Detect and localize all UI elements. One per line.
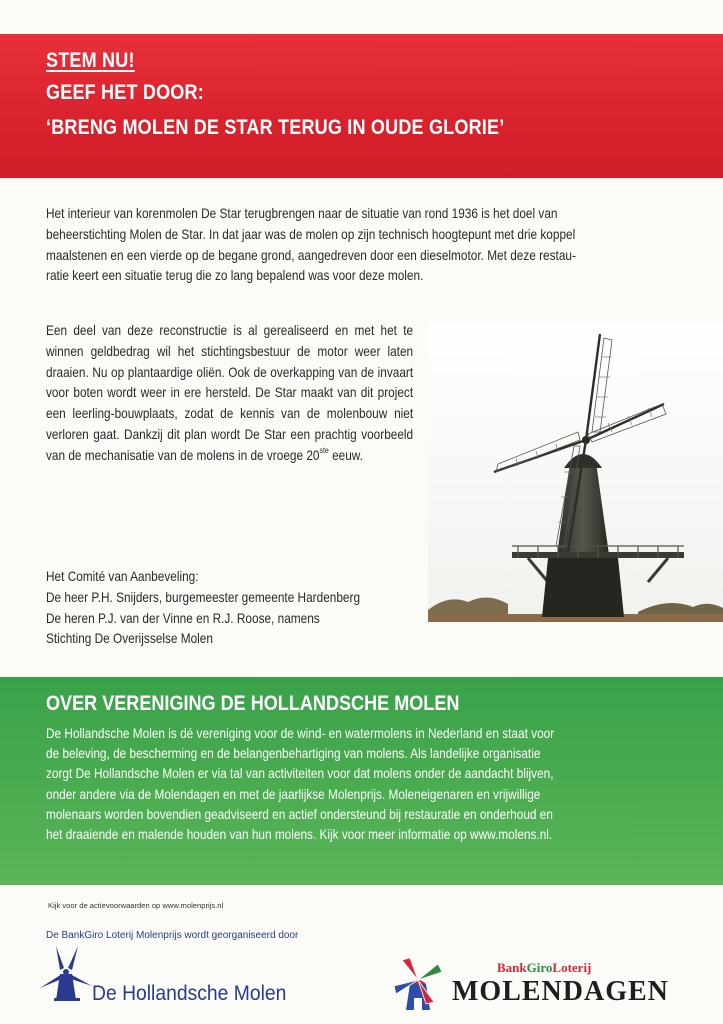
bgl-giro: Giro (526, 960, 553, 975)
association-text (46, 724, 679, 845)
molendagen-wordmark: MOLENDAGEN (452, 976, 669, 1007)
committee-member: De heer P.H. Snijders, burgemeester gemeente Hardenberg (46, 589, 361, 605)
campaign-header (0, 34, 723, 178)
header-line-pass-on: GEEF HET DOOR: (46, 81, 204, 104)
association-line: de beleving, de bescherming en de belangenbehartiging van molens. Als landelijke organisatie (46, 746, 541, 762)
molendagen-windmill-icon (388, 954, 448, 1012)
reconstruction-paragraph (46, 321, 413, 467)
committee-heading: Het Comité van Aanbeveling: (46, 569, 199, 584)
association-line: zorgt De Hollandsche Molen er via tal van activiteiten voor dat molens onder de aandacht blijven, (46, 766, 554, 782)
committee-member: Stichting De Overijsselse Molen (46, 631, 213, 647)
association-title: OVER VERENIGING DE HOLLANDSCHE MOLEN (46, 692, 460, 715)
reconstruction-text: Een deel van deze reconstructie is al gerealiseerd en met het te winnen geldbedrag wil het stichtingsbestuur de motor weer laten draaien. Nu op plantaardige oliën. Ook de overkapping van de invaart voor boten wordt weer in ere hersteld. De Star maakt van dit project een leerling-bouwplaats, zodat de kennis van de molenbouw niet verloren gaat. Dankzij dit plan wordt De Star een prachtig voorbeeld van de mechanisatie van de molens in de vroege 20 (46, 323, 414, 463)
terms-note: Kijk voor de actievoorwaarden op www.molenprijs.nl (48, 901, 224, 910)
intro-line: ratie keert een situatie terug die zo lang bepalend was voor deze molen. (46, 268, 424, 284)
association-line: onder andere via de Molendagen en met de jaarlijkse Molenprijs. Moleneigenaren en vrijwillige (46, 786, 541, 802)
header-line-slogan: ‘BRENG MOLEN DE STAR TERUG IN OUDE GLORIE’ (46, 116, 505, 139)
windmill-photo (428, 322, 723, 622)
header-line-vote: STEM NU! (46, 49, 135, 72)
association-line: het draaiende en malende houden van hun molens. Kijk voor meer informatie op www.molens.nl. (46, 827, 553, 843)
committee-member: De heren P.J. van der Vinne en R.J. Roose, namens (46, 610, 320, 626)
hollandsche-molen-logo-icon (36, 938, 96, 1004)
superscript-ste: ste (319, 446, 329, 456)
intro-line: beheerstichting Molen de Star. In dat jaar was de molen op zijn technisch hoogtepunt met drie koppel (46, 226, 576, 242)
association-line: molenaars worden bovendien geadviseerd en actief ondersteund bij restauratie en onderhoud en (46, 806, 553, 822)
bankgiro-loterij-wordmark (497, 960, 591, 976)
hollandsche-molen-wordmark: De Hollandsche Molen (92, 982, 287, 1005)
intro-line: maalstenen en een vierde op de begane grond, aangedreven door een dieselmotor. Met deze restau- (46, 247, 576, 263)
committee-block (46, 567, 429, 650)
intro-line: Het interieur van korenmolen De Star terugbrengen naar de situatie van rond 1936 is het doel van (46, 206, 558, 221)
reconstruction-tail: eeuw. (328, 447, 363, 463)
bgl-loterij: Loterij (552, 960, 592, 975)
intro-paragraph (46, 204, 678, 287)
association-line: De Hollandsche Molen is dé vereniging voor de wind- en watermolens in Nederland en staat voor (46, 726, 555, 741)
organized-by-note: De BankGiro Loterij Molenprijs wordt georganiseerd door (46, 930, 299, 941)
bgl-bank: Bank (497, 960, 527, 975)
association-section (0, 677, 723, 885)
